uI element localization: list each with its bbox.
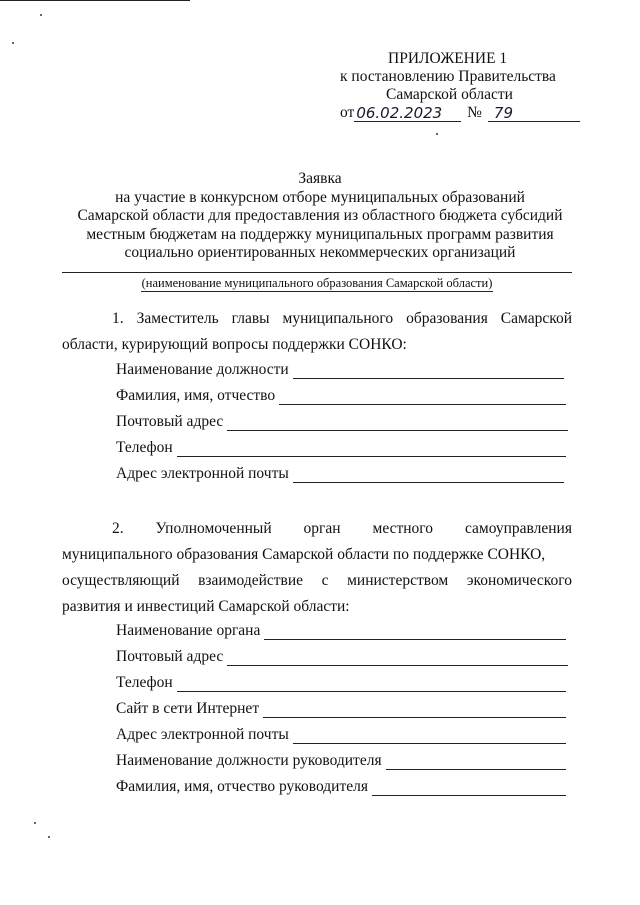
field-label: Почтовый адрес [116,648,224,665]
field-label: Телефон [116,674,173,691]
field-label: Адрес электронной почты [116,465,289,482]
heading-line: на участие в конкурсном отборе муниципальных образований [115,188,525,206]
field-blank-line[interactable] [293,468,564,483]
word: 2. [112,520,124,537]
section2-line2: муниципального образования Самарской области по поддержке СОНКО, [62,546,546,563]
scan-speck [436,133,438,135]
annex-header [340,50,580,122]
scan-speck [40,14,42,16]
field-head-position [116,752,566,770]
field-blank-line[interactable] [279,390,566,405]
field-postal-address [116,648,568,666]
number-sign: № [467,104,482,121]
annex-region-line: Самарской области [386,86,513,103]
field-blank-line[interactable] [263,703,566,718]
section1-line1-text: 1. Заместитель главы муниципального образования Самарской [112,310,572,327]
handwritten-date: 06.02.2023 [354,105,461,122]
annex-title: ПРИЛОЖЕНИЕ 1 [388,50,508,67]
word: орган [303,520,341,537]
word: местного [372,520,434,537]
scan-edge-mark [0,0,190,1]
word: осуществляющий [62,572,180,589]
word: самоуправления [464,520,572,537]
field-head-full-name [116,778,566,796]
word: взаимодействие [198,572,304,589]
handwritten-number: 79 [488,105,580,122]
field-blank-line[interactable] [177,677,566,692]
field-label: Телефон [116,439,173,456]
heading-title: Заявка [298,170,342,187]
field-label: Адрес электронной почты [116,726,289,743]
field-body-name [116,622,566,640]
field-blank-line[interactable] [227,651,568,666]
municipality-caption-text: (наименование муниципального образования Самарской области) [141,276,493,290]
heading-line: местным бюджетам на поддержку муниципальных программ развития [86,225,554,243]
field-email [116,726,566,744]
section2-line4: развития и инвестиций Самарской области: [62,598,350,615]
field-blank-line[interactable] [293,729,566,744]
application-heading [60,170,580,263]
word: министерством [347,572,449,589]
field-full-name [116,387,566,405]
field-position [116,361,564,379]
field-blank-line[interactable] [386,755,566,770]
scan-speck [12,42,14,44]
section1-line1 [62,306,572,332]
field-label: Фамилия, имя, отчество [116,387,276,404]
word: Уполномоченный [155,520,272,537]
annex-date-number-line [340,104,580,122]
section2-intro [62,516,572,620]
field-label: Наименование должности руководителя [116,752,382,769]
section2-line1 [62,516,572,542]
annex-resolution-line: к постановлению Правительства [340,68,556,85]
field-label: Наименование органа [116,622,261,639]
field-phone [116,674,566,692]
section2-line3 [62,568,572,594]
municipality-caption [62,276,572,291]
field-blank-line[interactable] [264,625,566,640]
field-label: Наименование должности [116,361,289,378]
field-email [116,465,564,483]
field-blank-line[interactable] [177,442,566,457]
scan-speck [48,836,50,838]
heading-line: социально ориентированных некоммерческих организаций [124,244,516,261]
section1-line2: области, курирующий вопросы поддержки СОНКО: [62,336,407,353]
field-website [116,700,566,718]
field-blank-line[interactable] [372,781,566,796]
word: с [321,572,329,589]
municipality-name-blank[interactable] [62,272,572,273]
date-prefix: от [340,104,355,121]
section1-intro [62,306,572,358]
field-phone [116,439,566,457]
word: экономического [466,572,572,589]
field-label: Почтовый адрес [116,413,224,430]
field-label: Фамилия, имя, отчество руководителя [116,778,368,795]
field-label: Сайт в сети Интернет [116,700,260,717]
field-postal-address [116,413,568,431]
field-blank-line[interactable] [227,416,568,431]
heading-line: Самарской области для предоставления из областного бюджета субсидий [77,207,563,224]
scan-speck [34,822,36,824]
field-blank-line[interactable] [293,364,564,379]
